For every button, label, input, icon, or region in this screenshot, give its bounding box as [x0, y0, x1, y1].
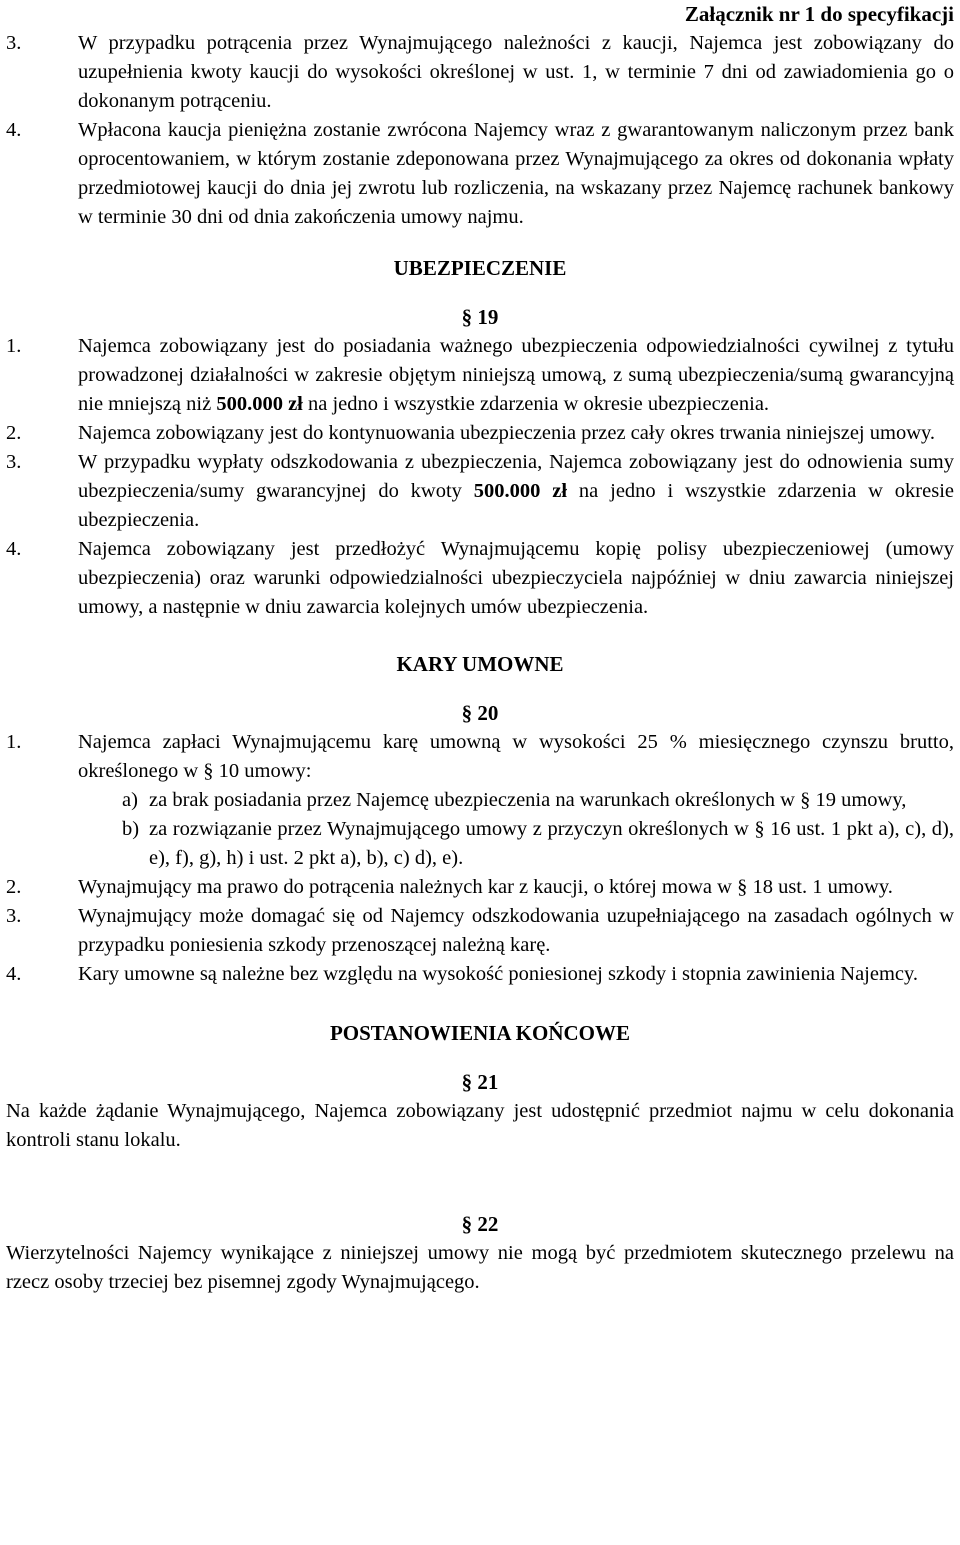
item-text: W przypadku potrącenia przez Wynajmującego należności z kaucji, Najemca jest zobowiązany do uzupełnienia kwoty kaucji do wysokości określonej w ust. 1, w terminie 7 dni od zawiadomienia go o dokonanym potrąceniu.	[78, 32, 954, 112]
insurance-amount: 500.000 zł	[473, 480, 568, 502]
item-text: na jedno i wszystkie zdarzenia w okresie ubezpieczenia.	[78, 480, 955, 531]
paragraph-number-22: § 22	[461, 1212, 499, 1236]
paragraph-number-20: § 20	[461, 701, 499, 725]
sec19-item-3	[6, 448, 954, 535]
item-text: Najemca zobowiązany jest do kontynuowania ubezpieczenia przez cały okres trwania niniejszej umowy.	[78, 422, 936, 444]
insurance-amount: 500.000 zł	[216, 393, 303, 415]
paragraph-number-19: § 19	[461, 305, 499, 329]
paragraph-number-21: § 21	[461, 1070, 499, 1094]
section-heading-ubezpieczenie: UBEZPIECZENIE	[393, 256, 567, 280]
item-number: 4.	[6, 538, 22, 560]
item-number: 3.	[6, 32, 22, 54]
item-text: W przypadku wypłaty odszkodowania z ubezpieczenia, Najemca zobowiązany jest do odnowienia sumy ubezpieczenia/sumy gwarancyjnej do kwoty	[78, 451, 954, 502]
item-text: Najemca zobowiązany jest do posiadania ważnego ubezpieczenia odpowiedzialności cywilnej z tytułu prowadzonej działalności w zakresie objętym niniejszą umową, z sumą ubezpieczenia/sumą gwarancyjną nie mniejszą niż	[78, 335, 954, 415]
attachment-header: Załącznik nr 1 do specyfikacji	[684, 2, 954, 26]
sec18-item-3	[6, 29, 954, 116]
document-page	[6, 0, 954, 1297]
subitem-text: za rozwiązanie przez Wynajmującego umowy z przyczyn określonych w § 16 ust. 1 pkt a), c), d), e), f), g), h) i ust. 2 pkt a), b), c) d), e).	[149, 818, 954, 869]
section-heading-postanowienia-koncowe: POSTANOWIENIA KOŃCOWE	[329, 1021, 631, 1045]
sec19-item-1	[6, 332, 954, 419]
item-text: Wpłacona kaucja pieniężna zostanie zwrócona Najemcy wraz z gwarantowanym naliczonym przez bank oprocentowaniem, w którym zostanie zdeponowana przez Wynajmującego za okres od dokonania wpłaty przedmiotowej kaucji do dnia jej zwrotu lub rozliczenia, na wskazany przez Najemcę rachunek bankowy w terminie 30 dni od dnia zakończenia umowy najmu.	[78, 119, 954, 228]
sec21-text: Na każde żądanie Wynajmującego, Najemca zobowiązany jest udostępnić przedmiot najmu w celu dokonania kontroli stanu lokalu.	[6, 1100, 954, 1151]
item-text: na jedno i wszystkie zdarzenia w okresie ubezpieczenia.	[302, 393, 770, 415]
sec20-item-1	[6, 728, 954, 786]
section-heading-kary-umowne: KARY UMOWNE	[396, 652, 564, 676]
item-text: Kary umowne są należne bez względu na wysokość poniesionej szkody i stopnia zawinienia Najemcy.	[78, 963, 919, 985]
sec18-item-4	[6, 116, 954, 232]
sec19-item-2	[6, 419, 954, 448]
item-text: Najemca zapłaci Wynajmującemu karę umowną w wysokości 25 % miesięcznego czynszu brutto, określonego w § 10 umowy:	[78, 731, 954, 782]
item-number: 3.	[6, 905, 22, 927]
item-number: 4.	[6, 963, 22, 985]
item-text: Wynajmujący ma prawo do potrącenia należnych kar z kaucji, o której mowa w § 18 ust. 1 umowy.	[78, 876, 893, 898]
item-number: 3.	[6, 451, 22, 473]
item-number: 1.	[6, 731, 22, 753]
item-number: 4.	[6, 119, 22, 141]
item-number: 1.	[6, 335, 22, 357]
sec20-item-3	[6, 902, 954, 960]
sec20-subitem-a	[6, 786, 954, 815]
item-number: 2.	[6, 876, 22, 898]
subitem-text: za brak posiadania przez Najemcę ubezpieczenia na warunkach określonych w § 19 umowy,	[149, 789, 907, 811]
item-number: 2.	[6, 422, 22, 444]
sec20-subitem-b	[6, 815, 954, 873]
sec20-item-2	[6, 873, 954, 902]
sec22-text: Wierzytelności Najemcy wynikające z niniejszej umowy nie mogą być przedmiotem skutecznego przelewu na rzecz osoby trzeciej bez pisemnej zgody Wynajmującego.	[6, 1242, 954, 1293]
subitem-label: a)	[122, 789, 138, 811]
sec20-item-4	[6, 960, 954, 989]
item-text: Najemca zobowiązany jest przedłożyć Wynajmującemu kopię polisy ubezpieczeniowej (umowy ubezpieczenia) oraz warunki odpowiedzialności ubezpieczyciela najpóźniej w dniu zawarcia niniejszej umowy, a następnie w dniu zawarcia kolejnych umów ubezpieczenia.	[78, 538, 954, 618]
item-text: Wynajmujący może domagać się od Najemcy odszkodowania uzupełniającego na zasadach ogólnych w przypadku poniesienia szkody przenoszącej należną karę.	[78, 905, 954, 956]
sec19-item-4	[6, 535, 954, 622]
subitem-label: b)	[122, 818, 140, 840]
